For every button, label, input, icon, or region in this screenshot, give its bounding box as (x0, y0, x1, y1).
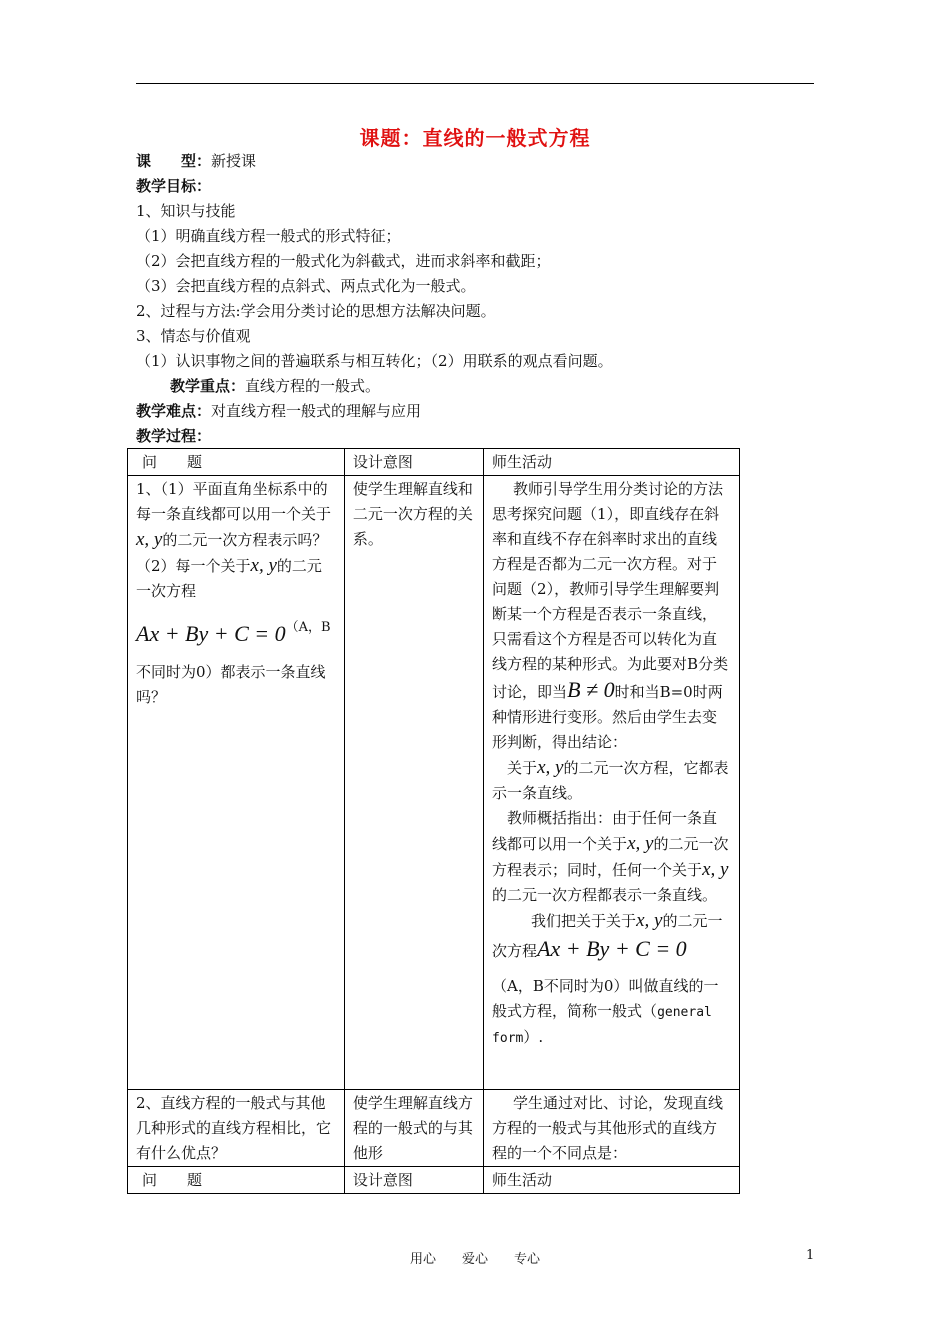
table-row (128, 476, 740, 1090)
difficulty-line (136, 399, 421, 424)
process-table (127, 448, 740, 1194)
footer-question: 问 题 (128, 1167, 345, 1194)
math-xy: x, y (537, 757, 564, 778)
row1-activity: 教师引导学生用分类讨论的方法思考探究问题（1），即直线存在斜率和直线不存在斜率时求出的直线方程是否都为二元一次方程。对于问题（2），教师引导学生理解要判断某一个方程是否表示一条直线，只需看这个方程是否可以转化为直线方程的某种形式。为此要对B分类讨论，即当B ≠ 0时和当B=0时两种情形进行变形。然后由学生去变形判断，得出结论： 关于x, y的二元一次方程，它都表示一条直线。 教师概括指出：由于任何一条直线都可以用一个关于x, y的二元一次方程表示；同时，任何一个关于x, y的二元一次方程都表示一条直线。 我们把关于关于x, y的二元一次方程Ax + By + C = 0 （A，B不同时为0）叫做直线的一般式方程，简称一般式（general form）. (484, 476, 740, 1090)
process-heading: 教学过程： (136, 427, 212, 445)
objectives-heading: 教学目标： (136, 177, 212, 195)
objective-1-item-1: （1）明确直线方程一般式的形式特征； (136, 227, 401, 245)
math-xy: x, y (627, 833, 654, 854)
row2-intent: 使学生理解直线方程的一般式的与其他形 (344, 1090, 483, 1167)
math-general-equation: Ax + By + C = 0 (136, 621, 286, 646)
row1-intent: 使学生理解直线和二元一次方程的关系。 (344, 476, 483, 1090)
math-xy: x, y (250, 555, 277, 576)
header-rule (136, 83, 814, 84)
footer-activity: 师生活动 (484, 1167, 740, 1194)
page-title: 课题：直线的一般式方程 (359, 126, 591, 150)
row1-question: 1、（1）平面直角坐标系中的每一条直线都可以用一个关于x, y的二元一次方程表示吗？ （2）每一个关于x, y的二元一次方程 Ax + By + C = 0（A，B 不同时为0）都表示一条直线吗？ (128, 476, 345, 1090)
math-xy: x, y (702, 859, 729, 880)
header-question: 问 题 (128, 449, 345, 476)
table-header-row (128, 449, 740, 476)
math-general-equation: Ax + By + C = 0 (537, 936, 687, 961)
objective-3-item: （1）认识事物之间的普遍联系与相互转化；（2）用联系的观点看问题。 (136, 352, 613, 370)
key-point-line (170, 374, 380, 399)
math-xy: x, y (636, 910, 663, 931)
row2-question: 2、直线方程的一般式与其他几种形式的直线方程相比，它有什么优点？ (128, 1090, 345, 1167)
difficulty-label: 教学难点： (136, 402, 212, 420)
key-point-value: 直线方程的一般式。 (245, 377, 381, 395)
math-b-not-zero: B ≠ 0 (567, 677, 615, 702)
objective-1-item-3: （3）会把直线方程的点斜式、两点式化为一般式。 (136, 277, 476, 295)
course-type-label: 课 型： (136, 152, 212, 170)
objective-3: 3、情态与价值观 (136, 327, 251, 345)
row2-activity: 学生通过对比、讨论，发现直线方程的一般式与其他形式的直线方程的一个不同点是： (484, 1090, 740, 1167)
course-type-value: 新授课 (211, 152, 257, 170)
footer-intent: 设计意图 (344, 1167, 483, 1194)
key-point-label: 教学重点： (170, 377, 246, 395)
page-footer: 用心 爱心 专心 (409, 1252, 540, 1267)
objective-1-item-2: （2）会把直线方程的一般式化为斜截式，进而求斜率和截距； (136, 252, 551, 270)
course-type-line (136, 149, 256, 174)
header-intent: 设计意图 (344, 449, 483, 476)
table-footer-row (128, 1167, 740, 1194)
table-row (128, 1090, 740, 1167)
objective-2: 2、过程与方法:学会用分类讨论的思想方法解决问题。 (136, 302, 496, 320)
header-activity: 师生活动 (484, 449, 740, 476)
math-xy: x, y (136, 529, 163, 550)
page-number: 1 (806, 1248, 815, 1263)
objective-1: 1、知识与技能 (136, 202, 236, 220)
difficulty-value: 对直线方程一般式的理解与应用 (211, 402, 422, 420)
